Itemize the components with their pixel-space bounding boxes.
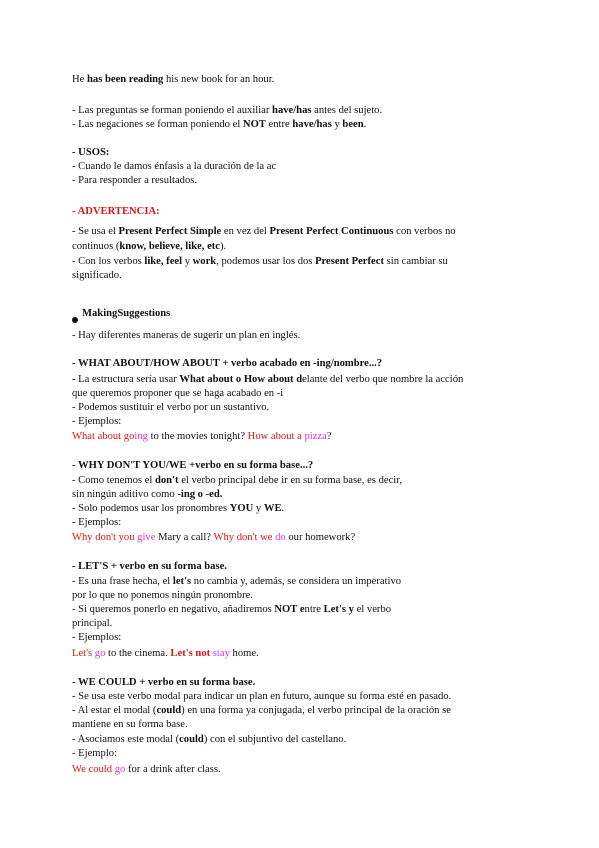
lets-line: - Si queremos ponerlo en negativo, añadiremos NOT entre Let's y el verbo (72, 604, 392, 615)
lets-example: Let's go to the cinema. Let's not stay home. (72, 648, 259, 659)
advertencia-line: - Con los verbos like, feel y work, podemos usar los dos Present Perfect sin cambiar su (72, 256, 448, 267)
advertencia-line: - Se usa el Present Perfect Simple en vez del Present Perfect Continuous con verbos no (72, 226, 456, 237)
bullet-icon (72, 317, 78, 323)
advertencia-line: significado. (72, 270, 122, 281)
we-could-line: mantiene en su forma base. (72, 719, 188, 730)
lets-line: por lo que no ponemos ningún pronombre. (72, 590, 253, 601)
usos-heading: - USOS: (72, 147, 110, 158)
why-dont-line: - Como tenemos el don't el verbo principal debe ir en su forma base, es decir, (72, 475, 402, 486)
we-could-line: - Al estar el modal (could) en una forma ya conjugada, el verbo principal de la oración se (72, 705, 451, 716)
we-could-heading: - WE COULD + verbo en su forma base. (72, 677, 256, 688)
why-dont-line: - Solo podemos usar los pronombres YOU y WE. (72, 503, 285, 514)
lets-heading: - LET'S + verbo en su forma base. (72, 561, 227, 572)
why-dont-example: Why don't you give Mary a call? Why don't we do our homework? (72, 532, 356, 543)
section-intro: - Hay diferentes maneras de sugerir un plan en inglés. (72, 330, 301, 341)
usos-line: - Cuando le damos énfasis a la duración de la ac (72, 161, 277, 172)
advertencia-line: continuos (know, believe, like, etc). (72, 241, 227, 252)
what-about-line: que queremos proponer que se haga acabado en -i (72, 388, 284, 399)
what-about-line: - Podemos sustituir el verbo por un sustantivo. (72, 402, 270, 413)
example-sentence: He has been reading his new book for an hour. (72, 74, 275, 85)
rule-questions: - Las preguntas se forman poniendo el auxiliar have/has antes del sujeto. (72, 105, 383, 116)
we-could-example: We could go for a drink after class. (72, 764, 221, 775)
we-could-line: - Ejemplo: (72, 748, 118, 759)
why-dont-heading: - WHY DON'T YOU/WE +verbo en su forma base...? (72, 460, 314, 471)
lets-line: - Ejemplos: (72, 632, 122, 643)
rule-negations: - Las negaciones se forman poniendo el NOT entre have/has y been. (72, 119, 367, 130)
we-could-line: - Asociamos este modal (could) con el subjuntivo del castellano. (72, 734, 347, 745)
what-about-line: - La estructura sería usar What about o How about delante del verbo que nombre la acción (72, 374, 464, 385)
section-heading: MakingSuggestions (82, 308, 171, 319)
usos-line: - Para responder a resultados. (72, 175, 198, 186)
lets-line: principal. (72, 618, 113, 629)
we-could-line: - Se usa este verbo modal para indicar un plan en futuro, aunque su forma esté en pasado. (72, 691, 452, 702)
advertencia-heading: - ADVERTENCIA: (72, 206, 160, 217)
lets-line: - Es una frase hecha, el let's no cambia y, además, se considera un imperativo (72, 576, 402, 587)
why-dont-line: - Ejemplos: (72, 517, 122, 528)
why-dont-line: sin ningún aditivo como -ing o -ed. (72, 489, 223, 500)
what-about-heading: - WHAT ABOUT/HOW ABOUT + verbo acabado en -ing/nombre...? (72, 358, 383, 369)
what-about-line: - Ejemplos: (72, 416, 122, 427)
what-about-example: What about going to the movies tonight? How about a pizza? (72, 431, 332, 442)
